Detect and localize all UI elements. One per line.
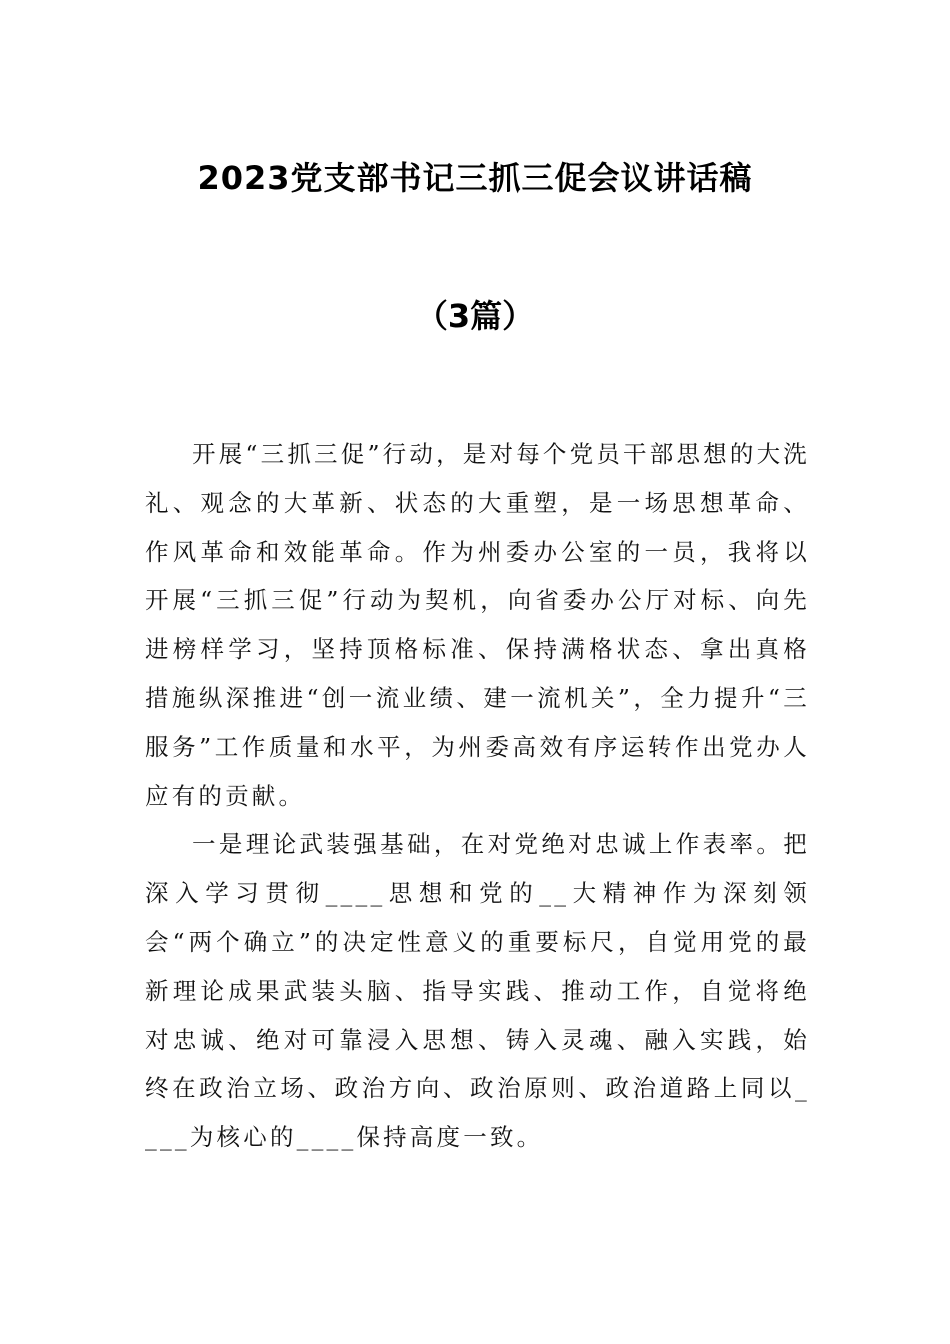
- document-body: [145, 430, 810, 1162]
- paragraph-point-one: 一是理论武装强基础，在对党绝对忠诚上作表率。把深入学习贯彻____思想和党的__大精神作为深刻领会“两个确立”的决定性意义的重要标尺，自觉用党的最新理论成果武装头脑、指导实践、推动工作，自觉将绝对忠诚、绝对可靠浸入思想、铸入灵魂、融入实践，始终在政治立场、政治方向、政治原则、政治道路上同以____为核心的____保持高度一致。: [145, 830, 810, 1152]
- paragraph-intro: 开展“三抓三促”行动，是对每个党员干部思想的大洗礼、观念的大革新、状态的大重塑，是一场思想革命、作风革命和效能革命。作为州委办公室的一员，我将以开展“三抓三促”行动为契机，向省委办公厅对标、向先进榜样学习，坚持顶格标准、保持满格状态、拿出真格措施纵深推进“创一流业绩、建一流机关”，全力提升“三服务”工作质量和水平，为州委高效有序运转作出党办人应有的贡献。: [145, 440, 810, 810]
- document-subtitle: （3篇）: [415, 297, 535, 335]
- document-title: 2023党支部书记三抓三促会议讲话稿: [197, 159, 753, 197]
